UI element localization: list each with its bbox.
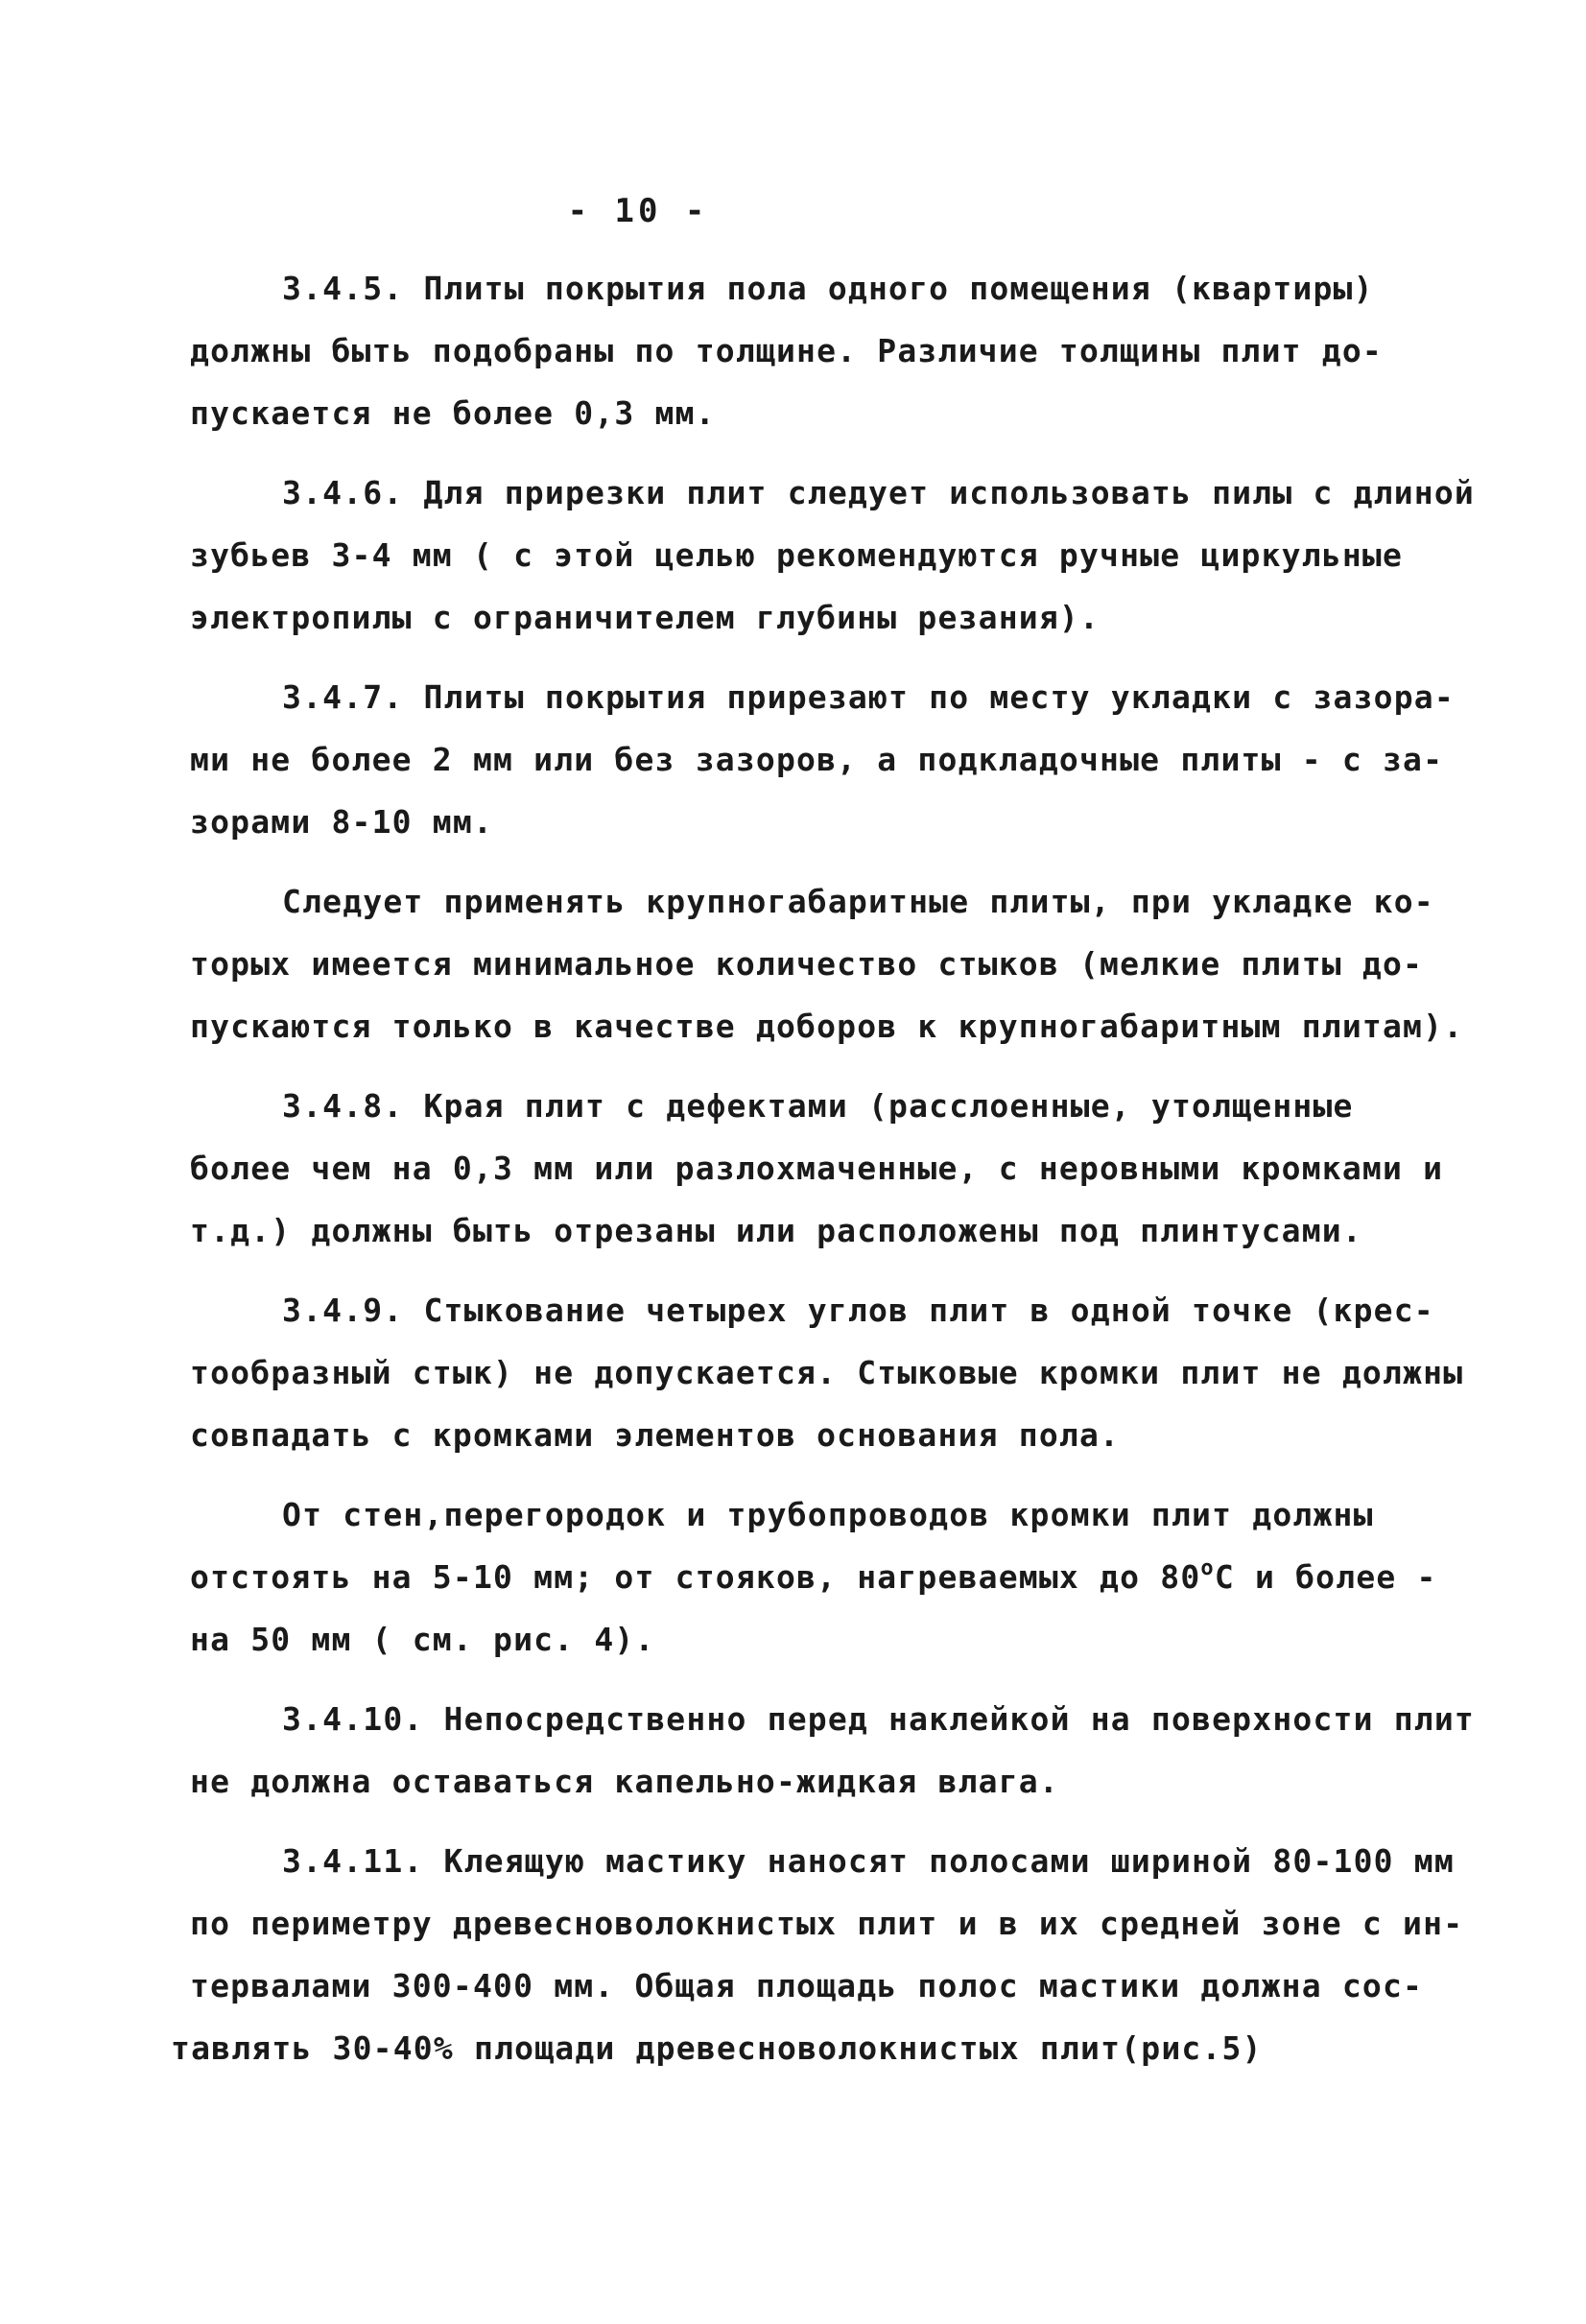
text-line: на 50 мм ( см. рис. 4). — [190, 1621, 655, 1658]
text-line: торых имеется минимальное количество стыков (мелкие плиты до- — [190, 945, 1424, 983]
text-line: зорами 8-10 мм. — [190, 803, 494, 841]
text-line: 3.4.9. Стыкование четырех углов плит в одной точке (крес- — [282, 1292, 1434, 1329]
paragraph-3-4-10 — [190, 1688, 1475, 1813]
paragraph-3-4-9 — [190, 1279, 1464, 1466]
degree-superscript: o — [1200, 1556, 1215, 1580]
text-line: 3.4.8. Края плит с дефектами (расслоенные, утолщенные — [282, 1087, 1354, 1125]
text-line: совпадать с кромками элементов основания пола. — [190, 1416, 1121, 1454]
text-line: зубьев 3-4 мм ( с этой целью рекомендуются ручные циркульные — [190, 536, 1404, 574]
text-line: электропилы с ограничителем глубины резания). — [190, 599, 1101, 636]
text-line: тавлять 30-40% площади древесноволокнистых плит(рис.5) — [171, 2029, 1263, 2067]
text-line: по периметру древесноволокнистых плит и в их средней зоне с ин- — [190, 1905, 1464, 1942]
text-line: тообразный стык) не допускается. Стыковые кромки плит не должны — [190, 1354, 1464, 1391]
text-line: пускается не более 0,3 мм. — [190, 394, 716, 432]
text-line: ми не более 2 мм или без зазоров, а подкладочные плиты - с за- — [190, 741, 1444, 778]
text-line: не должна оставаться капельно-жидкая влага. — [190, 1763, 1059, 1800]
text-line: 3.4.7. Плиты покрытия прирезают по месту укладки с зазора- — [282, 678, 1455, 716]
text-line: Следует применять крупногабаритные плиты, при укладке ко- — [282, 883, 1434, 920]
paragraph-3-4-8 — [190, 1075, 1444, 1262]
text-line: От стен,перегородок и трубопроводов кромки плит должны — [282, 1496, 1374, 1533]
paragraph-wall-distances — [190, 1483, 1437, 1671]
text-line: 3.4.11. Клеящую мастику наносят полосами шириной 80-100 мм — [282, 1842, 1455, 1880]
paragraph-3-4-11 — [171, 1830, 1464, 2079]
paragraph-3-4-7 — [190, 666, 1455, 853]
text-line: 3.4.10. Непосредственно перед наклейкой на поверхности плит — [282, 1700, 1475, 1738]
paragraph-3-4-6 — [190, 462, 1475, 649]
text-line: 3.4.5. Плиты покрытия пола одного помещения (квартиры) — [282, 270, 1374, 307]
paragraph-large-slabs — [190, 870, 1464, 1057]
text-line: т.д.) должны быть отрезаны или расположены под плинтусами. — [190, 1212, 1362, 1249]
page-number: - 10 - — [567, 192, 709, 230]
text-line: пускаются только в качестве доборов к крупногабаритным плитам). — [190, 1008, 1464, 1045]
text-line: 3.4.6. Для прирезки плит следует использовать пилы с длиной — [282, 474, 1475, 511]
text-line: тервалами 300-400 мм. Общая площадь полос мастики должна сос- — [190, 1967, 1424, 2004]
text-line: должны быть подобраны по толщине. Различие толщины плит до- — [190, 332, 1383, 369]
text-line: отстоять на 5-10 мм; от стояков, нагреваемых до 80$^o$С и более - — [190, 1556, 1437, 1596]
paragraph-3-4-5 — [190, 257, 1428, 444]
document-body — [171, 257, 1475, 2079]
text-line: более чем на 0,3 мм или разлохмаченные, с неровными кромками и — [190, 1150, 1444, 1187]
